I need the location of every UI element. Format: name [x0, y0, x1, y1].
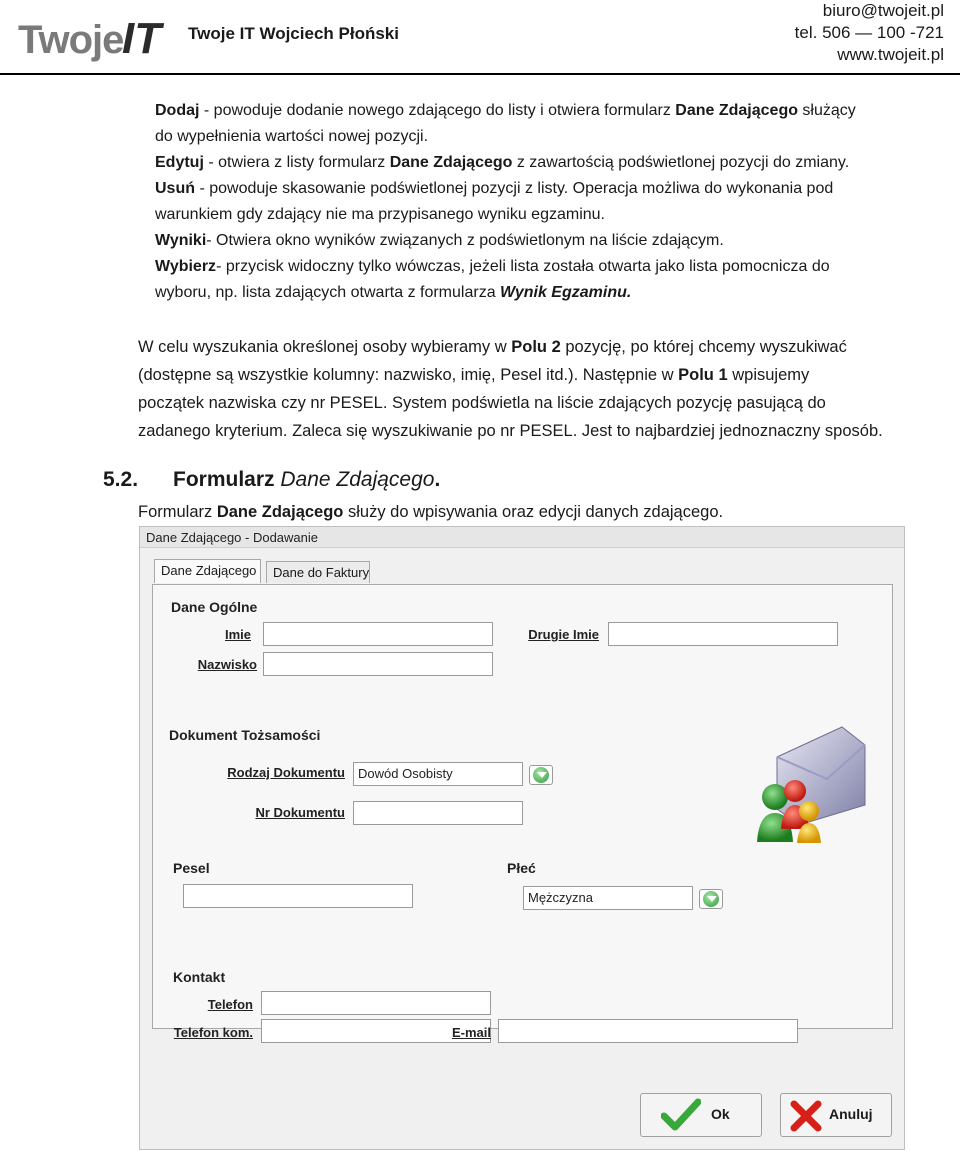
term-wynik-egzaminu: Wynik Egzaminu.	[500, 284, 632, 301]
label-telefon-kom: Telefon kom.	[173, 1025, 253, 1040]
desc-usun	[155, 176, 935, 202]
users-graphic-icon	[747, 717, 867, 847]
search-line-2	[138, 361, 938, 389]
search-paragraph	[138, 333, 938, 445]
search-line-3: początek nazwiska czy nr PESEL. System podświetla na liście zdających pozycję pasującą do	[138, 394, 826, 412]
label-email: E-mail	[451, 1025, 491, 1040]
section-title: Formularz	[173, 468, 281, 491]
label-nr-dokumentu: Nr Dokumentu	[255, 805, 345, 820]
search-text-4: wpisujemy	[727, 366, 810, 384]
search-line-1	[138, 333, 938, 361]
desc-usun-text: - powoduje skasowanie podświetlonej pozycji z listy. Operacja możliwa do wykonania pod	[195, 180, 834, 197]
term-edytuj: Edytuj	[155, 154, 204, 171]
header-divider	[0, 73, 960, 75]
section-kontakt: Kontakt	[173, 969, 226, 985]
company-logo	[18, 12, 176, 64]
section-heading	[103, 468, 440, 492]
imie-input[interactable]	[263, 622, 493, 646]
telefon-input[interactable]	[261, 991, 491, 1015]
desc-edytuj-text-2: z zawartością podświetlonej pozycji do zmiany.	[512, 154, 850, 171]
tab-dane-do-faktury[interactable]: Dane do Faktury	[266, 561, 370, 583]
desc-edytuj	[155, 150, 935, 176]
cancel-label: Anuluj	[829, 1106, 873, 1122]
term-dane-zdajacego: Dane Zdającego	[675, 102, 798, 119]
contact-phone: tel. 506 — 100 -721	[794, 23, 944, 42]
check-icon	[661, 1098, 701, 1132]
desc-usun-cont: warunkiem gdy zdający nie ma przypisanego wyniku egzaminu.	[155, 206, 605, 223]
section-dokument: Dokument Tożsamości	[169, 727, 321, 743]
button-descriptions	[155, 98, 935, 306]
pesel-input[interactable]	[183, 884, 413, 908]
intro-text-1: Formularz	[138, 503, 217, 521]
contact-email: biuro@twojeit.pl	[822, 1, 944, 20]
contact-web: www.twojeit.pl	[837, 45, 944, 64]
label-nazwisko: Nazwisko	[197, 657, 257, 672]
desc-dodaj-text: - powoduje dodanie nowego zdającego do listy i otwiera formularz	[199, 102, 676, 119]
desc-dodaj-text-2: służący	[797, 102, 856, 119]
term-usun: Usuń	[155, 180, 195, 197]
term-wyniki: Wyniki	[155, 232, 207, 249]
form-window	[139, 526, 905, 1150]
desc-edytuj-text: - otwiera z listy formularz	[203, 154, 390, 171]
logo-text-twoje: Twoje	[18, 18, 124, 62]
cancel-button[interactable]	[780, 1093, 892, 1137]
page-header	[0, 0, 960, 76]
desc-wyniki	[155, 228, 935, 254]
cross-icon	[789, 1100, 823, 1132]
label-rodzaj-dokumentu: Rodzaj Dokumentu	[227, 765, 345, 780]
search-text-2: pozycję, po której chcemy wyszukiwać	[560, 338, 847, 356]
ok-button[interactable]	[640, 1093, 762, 1137]
nazwisko-input[interactable]	[263, 652, 493, 676]
desc-wybierz-text-2: wyboru, np. lista zdających otwarta z formularza	[155, 284, 501, 301]
intro-text-2: służy do wpisywania oraz edycji danych zdającego.	[343, 503, 724, 521]
tab-dane-zdajacego[interactable]: Dane Zdającego	[154, 559, 261, 583]
section-dane-ogolne: Dane Ogólne	[171, 599, 258, 615]
desc-wybierz	[155, 254, 935, 280]
label-drugie-imie: Drugie Imie	[528, 627, 599, 642]
nr-dokumentu-input[interactable]	[353, 801, 523, 825]
window-title: Dane Zdającego - Dodawanie	[140, 527, 904, 548]
search-text-1: W celu wyszukania określonej osoby wybieramy w	[138, 338, 512, 356]
ok-label: Ok	[711, 1106, 730, 1122]
rodzaj-dropdown-icon[interactable]	[529, 765, 553, 785]
label-imie: Imie	[224, 627, 251, 642]
term-dodaj: Dodaj	[155, 102, 200, 119]
section-pesel: Pesel	[173, 860, 210, 876]
term-pole-2: Polu 2	[511, 338, 561, 356]
section-title-italic: Dane Zdającego	[280, 468, 435, 491]
section-number: 5.2.	[103, 468, 139, 491]
search-line-4: zadanego kryterium. Zaleca się wyszukiwanie po nr PESEL. Jest to najbardziej jednoznaczny sposób.	[138, 422, 883, 440]
plec-select[interactable]: Mężczyzna	[523, 886, 693, 910]
search-text-3: (dostępne są wszystkie kolumny: nazwisko, imię, Pesel itd.). Następnie w	[138, 366, 679, 384]
term-wybierz: Wybierz	[155, 258, 217, 275]
tab-panel	[152, 584, 893, 1040]
section-title-end: .	[434, 468, 441, 491]
desc-dodaj-cont: do wypełnienia wartości nowej pozycji.	[155, 128, 429, 145]
term-pole-1: Polu 1	[678, 366, 728, 384]
intro-term: Dane Zdającego	[216, 503, 344, 521]
desc-wybierz-text: - przycisk widoczny tylko wówczas, jeżeli lista została otwarta jako lista pomocnicza do	[216, 258, 830, 275]
term-dane-zdajacego-2: Dane Zdającego	[389, 154, 513, 171]
contact-block	[795, 0, 944, 66]
logo-text-it: IT	[122, 14, 162, 63]
plec-dropdown-icon[interactable]	[699, 889, 723, 909]
desc-wyniki-text: - Otwiera okno wyników związanych z podświetlonym na liście zdającym.	[206, 232, 724, 249]
company-name: Twoje IT Wojciech Płoński	[188, 24, 399, 43]
email-input[interactable]	[498, 1019, 798, 1043]
section-plec: Płeć	[507, 860, 536, 876]
rodzaj-dokumentu-select[interactable]: Dowód Osobisty	[353, 762, 523, 786]
desc-wybierz-cont	[155, 280, 935, 306]
desc-dodaj	[155, 98, 935, 124]
drugie-imie-input[interactable]	[608, 622, 838, 646]
label-telefon: Telefon	[207, 997, 253, 1012]
section-intro	[138, 500, 723, 524]
